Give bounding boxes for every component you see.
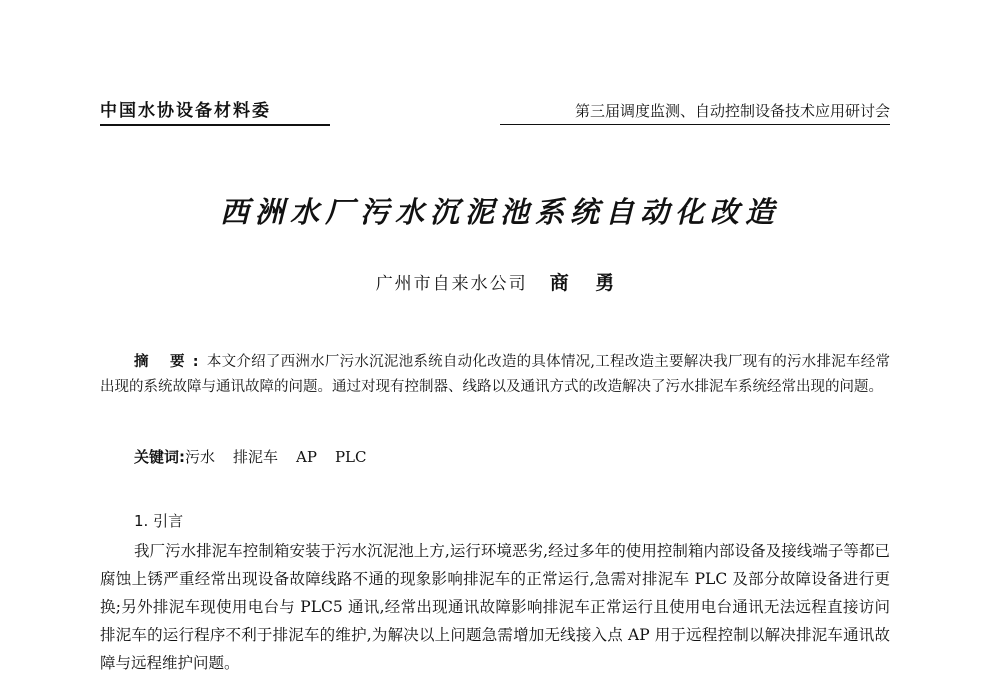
running-header [100,96,890,122]
author-name: 商 勇 [549,272,625,294]
keyword: AP [296,448,317,466]
keyword: 污水 [185,448,216,466]
header-conference: 第三届调度监测、自动控制设备技术应用研讨会 [500,100,890,125]
section-paragraph: 我厂污水排泥车控制箱安装于污水沉泥池上方,运行环境恶劣,经过多年的使用控制箱内部设备及接线端子等都已腐蚀上锈严重经常出现设备故障线路不通的现象影响排泥车的正常运行,急需对排泥车 PLC 及部分故障设备进行更换;另外排泥车现使用电台与 PLC5 通讯,经常出现通讯故障影响排泥车正常运行且使用电台通讯无法远程直接访问排泥车的运行程序不利于排泥车的维护,为解决以上问题急需增加无线接入点 AP 用于远程控制以解决排泥车通讯故障与远程维护问题。 [100,542,890,672]
author-line [0,268,1000,295]
header-organization: 中国水协设备材料委 [100,96,330,126]
keywords-label: 关键词: [134,448,185,466]
abstract-label: 摘 要: [134,354,207,370]
abstract [100,350,890,400]
keyword: PLC [334,448,367,466]
author-affiliation: 广州市自来水公司 [375,274,528,294]
abstract-text: 本文介绍了西洲水厂污水沉泥池系统自动化改造的具体情况,工程改造主要解决我厂现有的污水排泥车经常出现的系统故障与通讯故障的问题。通过对现有控制器、线路以及通讯方式的改造解决了污水排泥车系统经常出现的问题。 [100,354,890,395]
section-heading: 1. 引言 [134,512,184,530]
paper-title: 西洲水厂污水沉泥池系统自动化改造 [219,195,780,229]
keyword: 排泥车 [233,448,279,466]
keywords [134,446,385,467]
